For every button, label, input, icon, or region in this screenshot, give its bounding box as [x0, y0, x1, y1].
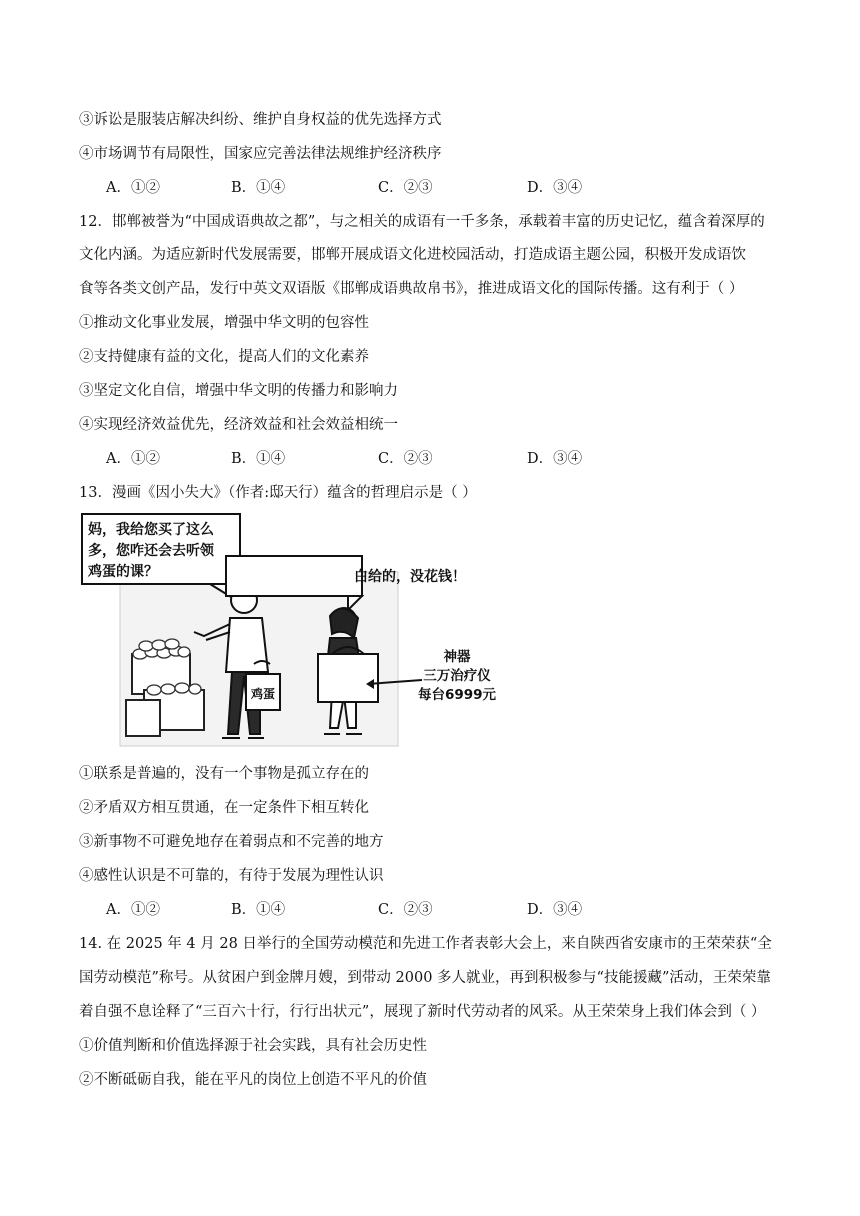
bubble-left-line-1: 妈，我给您买了这么 — [88, 522, 214, 538]
q13-statement-1: ①联系是普遍的，没有一个事物是孤立存在的 — [79, 766, 369, 782]
q12-option-d: D．③④ — [527, 451, 583, 467]
bubble-left-line-3: 鸡蛋的课？ — [88, 564, 158, 580]
q13-statement-3: ③新事物不可避免地存在着弱点和不完善的地方 — [79, 834, 384, 850]
device-caption-line-3: 每台6999元 — [417, 687, 497, 703]
q12-statement-3: ③坚定文化自信，增强中华文明的传播力和影响力 — [79, 383, 398, 399]
q11-option-b: B．①④ — [231, 180, 286, 196]
q14-stem-line-1: 14. 在 2025 年 4 月 28 日举行的全国劳动模范和先进工作者表彰大会上，来自陕西省安康市的王荣荣获“全 — [79, 936, 772, 952]
q13-statement-4: ④感性认识是不可靠的，有待于发展为理性认识 — [79, 868, 384, 884]
device-caption-line-1: 神器 — [443, 649, 471, 665]
q12-statement-4: ④实现经济效益优先，经济效益和社会效益相统一 — [79, 417, 398, 433]
q13-option-c: C．②③ — [378, 902, 433, 918]
q11-option-d: D．③④ — [527, 180, 583, 196]
q11-statement-4: ④市场调节有局限性，国家应完善法律法规维护经济秩序 — [79, 146, 442, 162]
q12-option-a: A．①② — [106, 451, 160, 467]
q13-statement-2: ②矛盾双方相互贯通，在一定条件下相互转化 — [79, 800, 369, 816]
device-caption-line-2: 三万治疗仪 — [423, 668, 491, 684]
q12-stem-line-3: 食等各类文创产品，发行中英文双语版《邯郸成语典故帛书》，推进成语文化的国际传播。这有利于（ ） — [79, 281, 744, 297]
q12-stem-line-2: 文化内涵。为适应新时代发展需要，邯郸开展成语文化进校园活动，打造成语主题公园，积极开发成语饮 — [79, 247, 746, 263]
device-caption — [402, 648, 512, 705]
egg-bag-label: 鸡蛋 — [251, 687, 276, 701]
q12-option-b: B．①④ — [231, 451, 286, 467]
q13-stem: 13．漫画《因小失大》（作者:邸天行）蕴含的哲理启示是（ ） — [79, 485, 477, 501]
bubble-right-text: 白给的，没花钱！ — [354, 569, 466, 585]
q13-option-b: B．①④ — [231, 902, 286, 918]
q12-statement-1: ①推动文化事业发展，增强中华文明的包容性 — [79, 315, 369, 331]
q11-option-c: C．②③ — [378, 180, 433, 196]
q11-option-a: A．①② — [106, 180, 160, 196]
bubble-left-line-2: 多，您咋还会去听领 — [88, 543, 214, 559]
q13-option-d: D．③④ — [527, 902, 583, 918]
q12-option-c: C．②③ — [378, 451, 433, 467]
q13-option-a: A．①② — [106, 902, 160, 918]
q12-stem-line-1: 12．邯郸被誉为“中国成语典故之都”，与之相关的成语有一千多条，承载着丰富的历史记忆，蕴含着深厚的 — [79, 214, 765, 230]
q12-statement-2: ②支持健康有益的文化，提高人们的文化素养 — [79, 349, 369, 365]
q14-stem-line-2: 国劳动模范”称号。从贫困户到金牌月嫂，到带动 2000 多人就业，再到积极参与“技能援藏”活动，王荣荣靠 — [79, 970, 771, 986]
q11-statement-3: ③诉讼是服装店解决纠纷、维护自身权益的优先选择方式 — [79, 112, 442, 128]
q14-statement-1: ①价值判断和价值选择源于社会实践，具有社会历史性 — [79, 1038, 427, 1054]
q14-stem-line-3: 着自强不息诠释了“三百六十行，行行出状元”，展现了新时代劳动者的风采。从王荣荣身上我们体会到（ ） — [79, 1004, 766, 1020]
q14-statement-2: ②不断砥砺自我，能在平凡的岗位上创造不平凡的价值 — [79, 1072, 427, 1088]
